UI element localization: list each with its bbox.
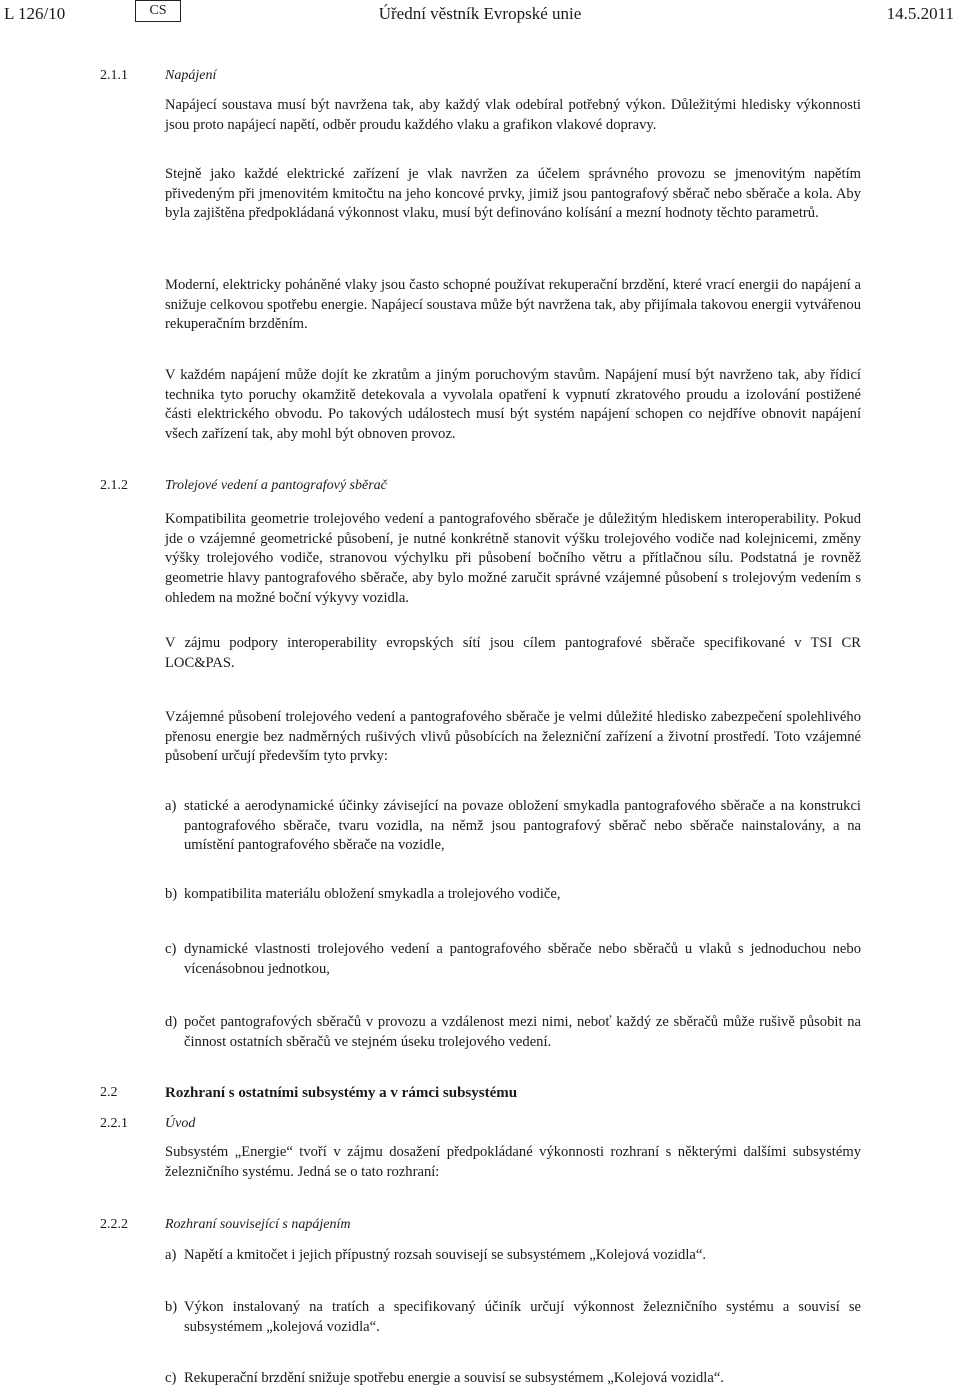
publication-date: 14.5.2011 <box>886 4 954 23</box>
list-item-text: Napětí a kmitočet i jejich přípustný rozsah souvisejí se subsystémem „Kolejová vozidla“. <box>184 1247 707 1263</box>
section-number: 2.2.2 <box>100 1217 128 1232</box>
list-item-text: kompatibilita materiálu obložení smykadla a trolejového vodiče, <box>184 886 561 902</box>
paragraph: Subsystém „Energie“ tvoří v zájmu dosažení předpokládané výkonnosti rozhraní s některými dalšími subsystémy železničního systému. Jedná se o tato rozhraní: <box>165 1144 861 1180</box>
journal-title: Úřední věstník Evropské unie <box>378 4 582 23</box>
page-header <box>0 0 960 28</box>
page-number: L 126/10 <box>4 4 66 23</box>
list-item <box>165 1369 861 1389</box>
list-item-label: b) <box>165 886 178 902</box>
paragraph: Moderní, elektricky poháněné vlaky jsou často schopné používat rekuperační brzdění, které vrací energii do napájení a snižuje celkovou spotřebu energie. Napájecí soustava může být navržena tak, aby přijímala takovou energii vytvářenou rekuperačním brzděním. <box>165 277 861 333</box>
list-item <box>165 1013 861 1052</box>
list-item <box>165 940 861 979</box>
paragraph: Napájecí soustava musí být navržena tak, aby každý vlak odebíral potřebný výkon. Důležitými hledisky výkonnosti jsou proto napájecí napětí, odběr proudu každého vlaku a grafikon vlakové dopravy. <box>165 97 861 133</box>
list-item <box>165 797 861 856</box>
section-title: Rozhraní související s napájením <box>165 1217 351 1232</box>
section-number: 2.1.1 <box>100 68 128 83</box>
list-item-text: dynamické vlastnosti trolejového vedení a pantografového sběrače nebo sběračů u vlaků s jednoduchou nebo vícenásobnou jednotkou, <box>184 941 861 977</box>
list-item-text: statické a aerodynamické účinky závisející na povaze obložení smykadla pantografového sběrače a na konstrukci pantografového sběrače, tvaru vozidla, na němž jsou pantografový sběrač nebo sběrače nainstalovány, a na umístění pantografového sběrače na vozidle, <box>184 798 861 854</box>
list-item <box>165 885 861 905</box>
paragraph: Vzájemné působení trolejového vedení a pantografového sběrače je velmi důležité hledisko zabezpečení spolehlivého přenosu energie bez nadměrných rušivých vlivů působících na železniční zařízení a životní prostředí. Toto vzájemné působení určují především tyto prvky: <box>165 709 861 765</box>
list-item-label: c) <box>165 941 177 957</box>
list-item-text: Výkon instalovaný na tratích a specifikovaný účiník určují výkonnost železničního systému a souvisí se subsystémem „kolejová vozidla“. <box>184 1299 861 1335</box>
list-item <box>165 1246 861 1266</box>
section-number: 2.1.2 <box>100 478 128 493</box>
list-item-text: počet pantografových sběračů v provozu a vzdálenost mezi nimi, neboť každý ze sběračů může rušivě působit na činnost ostatních sběračů ve stejném úseku trolejového vedení. <box>184 1014 861 1050</box>
language-badge: CS <box>135 0 181 22</box>
paragraph: V každém napájení může dojít ke zkratům a jiným poruchovým stavům. Napájení musí být navrženo tak, aby řídicí technika tyto poruchy okamžitě detekovala a vyvolala opatření k vypnutí zkratového proudu a izolování postižené části elektrického obvodu. Po takových událostech musí být systém napájení schopen co nejdříve obnovit napájení všech zařízení tak, aby mohl být obnoven provoz. <box>165 367 861 443</box>
paragraph: Kompatibilita geometrie trolejového vedení a pantografového sběrače je důležitým hlediskem interoperability. Pokud jde o vzájemné geometrické působení, je nutné konkrétně stanovit výšku trolejového vodiče nad kolejnicemi, změny výšky trolejového vodiče, stranovou výchylku při působení bočního větru a přítlačnou sílu. Podstatná je rovněž geometrie hlavy pantografového sběrače, aby bylo možné zaručit správné vzájemné působení s trolejovým vedením s ohledem na možné boční výkyvy vozidla. <box>165 511 861 606</box>
list-item-label: b) <box>165 1299 178 1315</box>
paragraph: Stejně jako každé elektrické zařízení je vlak navržen za účelem správného provozu se jmenovitým napětím přivedeným při jmenovitém kmitočtu na jeho koncové prvky, jimiž jsou pantografový sběrač nebo sběrače a kola. Aby byla zajištěna předpokládaná výkonnost vlaku, musí být definováno kolísání a mezní hodnoty těchto parametrů. <box>165 166 861 222</box>
list-item-label: d) <box>165 1014 178 1030</box>
section-title: Rozhraní s ostatními subsystémy a v rámci subsystému <box>165 1085 518 1101</box>
section-number: 2.2.1 <box>100 1116 128 1131</box>
list-item-label: a) <box>165 798 177 814</box>
section-title: Úvod <box>165 1116 196 1131</box>
list-item-label: c) <box>165 1370 177 1386</box>
list-item-label: a) <box>165 1247 177 1263</box>
list-item <box>165 1298 861 1337</box>
section-title: Napájení <box>165 68 217 83</box>
section-title: Trolejové vedení a pantografový sběrač <box>165 478 387 493</box>
list-item-text: Rekuperační brzdění snižuje spotřebu energie a souvisí se subsystémem „Kolejová vozidla“. <box>184 1370 724 1386</box>
paragraph: V zájmu podpory interoperability evropských sítí jsou cílem pantografové sběrače specifikované v TSI CR LOC&PAS. <box>165 635 861 671</box>
section-number: 2.2 <box>100 1085 118 1100</box>
